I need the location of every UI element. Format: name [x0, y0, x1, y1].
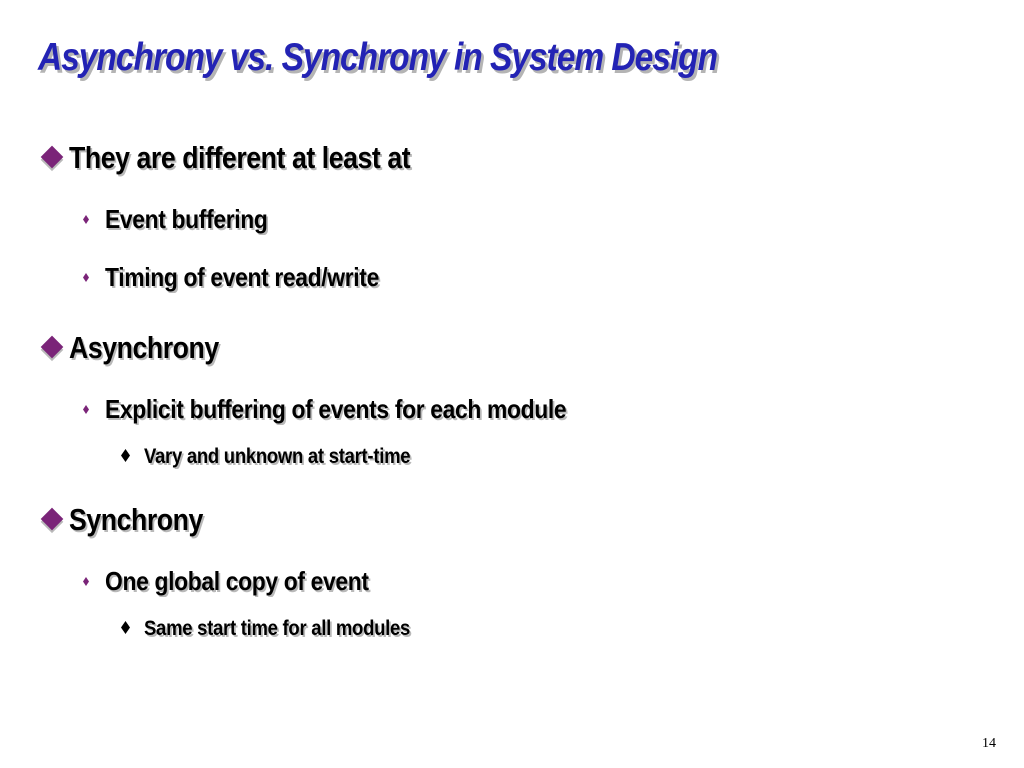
small-diamond-bullet-icon	[83, 405, 89, 414]
bullet-text: Vary and unknown at start-time	[144, 445, 411, 468]
page-number: 14	[982, 736, 996, 751]
bullet-level1	[40, 502, 225, 538]
bullet-level2	[83, 566, 405, 597]
bullet-level2	[83, 262, 416, 293]
diamond-bullet-icon	[41, 146, 64, 169]
bullet-text: Event buffering	[105, 204, 268, 234]
bullet-text: Synchrony	[69, 502, 203, 537]
small-diamond-bullet-icon	[83, 215, 89, 224]
diamond-bullet-icon	[41, 508, 64, 531]
bullet-text: Timing of event read/write	[105, 262, 379, 292]
small-diamond-bullet-icon	[83, 273, 89, 282]
bullet-level2	[83, 204, 290, 235]
small-diamond-bullet-icon	[83, 577, 89, 586]
diamond-bullet-icon	[121, 621, 130, 634]
bullet-level2	[83, 394, 629, 425]
bullet-level3	[121, 445, 447, 469]
bullet-text: They are different at least at	[69, 140, 411, 175]
bullet-level1	[40, 140, 466, 176]
diamond-bullet-icon	[41, 336, 64, 359]
bullet-text: Explicit buffering of events for each module	[105, 394, 567, 424]
bullet-level3	[121, 617, 446, 641]
slide-title: Asynchrony vs. Synchrony in System Design	[38, 36, 718, 79]
bullet-text: Same start time for all modules	[144, 617, 411, 640]
bullet-text: One global copy of event	[105, 566, 369, 596]
bullet-text: Asynchrony	[69, 330, 219, 365]
bullet-level1	[40, 330, 243, 366]
diamond-bullet-icon	[121, 449, 130, 462]
